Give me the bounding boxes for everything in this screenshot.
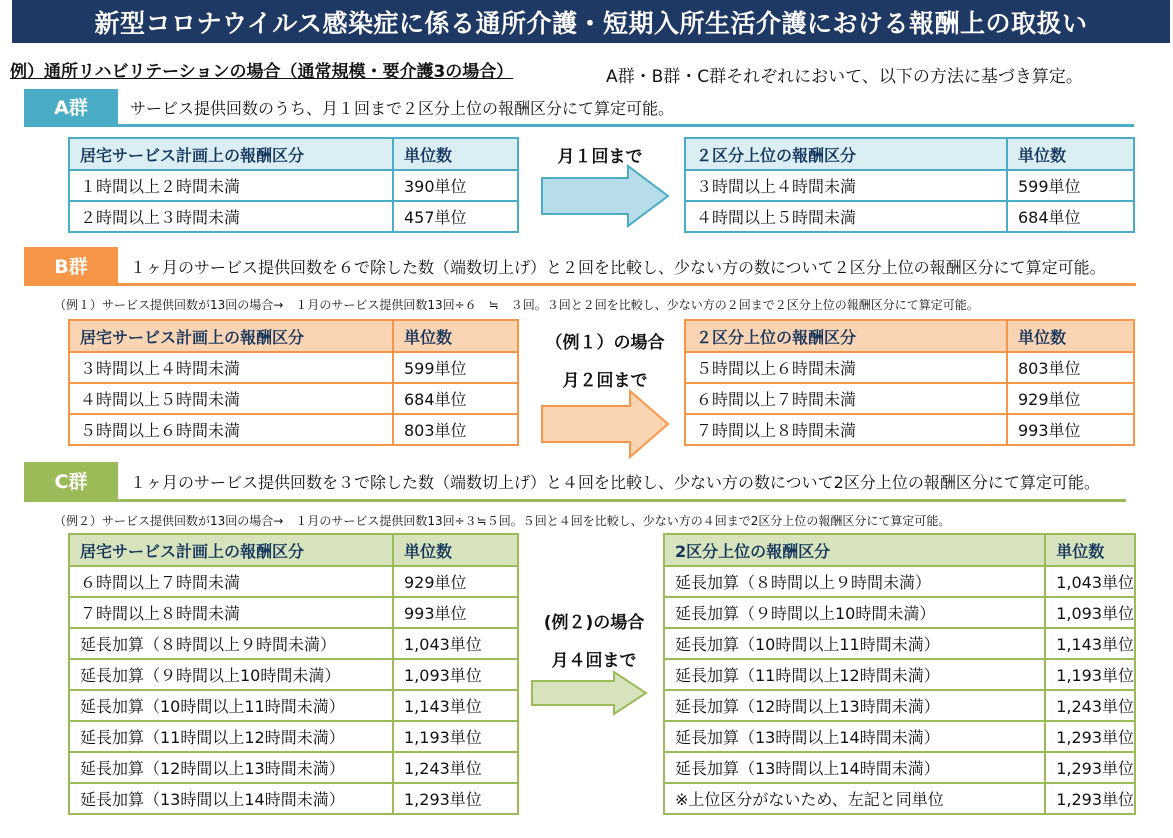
table-cell: 延長加算（13時間以上14時間未満） — [69, 783, 393, 814]
table-row — [685, 352, 1134, 383]
table-header-cell: ２区分上位の報酬区分 — [685, 320, 1007, 352]
group-b-arrow-label-1: （例１）の場合 — [545, 333, 665, 353]
table-header-cell: ２区分上位の報酬区分 — [685, 138, 1007, 170]
table-cell: 1,143単位 — [1045, 628, 1135, 659]
table-row — [685, 383, 1134, 414]
table-cell: 1,043単位 — [1045, 566, 1135, 597]
group-c-left-table — [68, 533, 519, 815]
table-header-cell: 単位数 — [393, 138, 518, 170]
table-cell: ４時間以上５時間未満 — [685, 201, 1007, 232]
table-row — [69, 414, 518, 445]
intro-text: A群・B群・C群それぞれにおいて、以下の方法に基づき算定。 — [606, 67, 1083, 87]
table-cell: ※上位区分がないため、左記と同単位 — [664, 783, 1045, 814]
right-arrow-icon — [540, 389, 670, 459]
group-c-note: （例２）サービス提供回数が13回の場合→ １月のサービス提供回数13回÷３≒５回。５回と４回を比較し、少ない方の４回まで2区分上位の報酬区分にて算定可能。 — [54, 514, 951, 528]
table-cell: 延長加算（12時間以上13時間未満） — [69, 752, 393, 783]
table-cell: 延長加算（９時間以上10時間未満） — [69, 659, 393, 690]
group-b-divider — [24, 283, 1136, 286]
table-cell: 1,143単位 — [393, 690, 518, 721]
group-c-right-table — [663, 533, 1136, 815]
table-cell: 延長加算（11時間以上12時間未満） — [69, 721, 393, 752]
table-header-cell: 単位数 — [1045, 534, 1135, 566]
table-cell: 延長加算（12時間以上13時間未満） — [664, 690, 1045, 721]
table-cell: 延長加算（13時間以上14時間未満） — [664, 721, 1045, 752]
table-cell: 延長加算（９時間以上10時間未満） — [664, 597, 1045, 628]
table-row — [69, 721, 518, 752]
group-b-right-table — [684, 319, 1135, 446]
table-header-cell: 居宅サービス計画上の報酬区分 — [69, 138, 393, 170]
group-b-description: １ヶ月のサービス提供回数を６で除した数（端数切上げ）と２回を比較し、少ない方の数について２区分上位の報酬区分にて算定可能。 — [130, 258, 1106, 277]
table-cell: ３時間以上４時間未満 — [69, 352, 393, 383]
table-row — [685, 201, 1134, 232]
table-header-cell: 単位数 — [393, 320, 518, 352]
table-row — [69, 783, 518, 814]
table-row — [69, 752, 518, 783]
group-a-right-table — [684, 137, 1135, 233]
table-cell: 929単位 — [393, 566, 518, 597]
table-cell: 1,193単位 — [393, 721, 518, 752]
table-header-cell: 居宅サービス計画上の報酬区分 — [69, 320, 393, 352]
group-b-left-table — [68, 319, 519, 446]
table-cell: 684単位 — [393, 383, 518, 414]
table-cell: 延長加算（11時間以上12時間未満） — [664, 659, 1045, 690]
table-row — [69, 201, 518, 232]
table-cell: 1,093単位 — [393, 659, 518, 690]
table-cell: 599単位 — [393, 352, 518, 383]
table-cell: 803単位 — [393, 414, 518, 445]
table-cell: 延長加算（13時間以上14時間未満） — [664, 752, 1045, 783]
table-cell: 1,093単位 — [1045, 597, 1135, 628]
table-header-row — [69, 138, 518, 170]
table-row — [69, 690, 518, 721]
page-title-banner — [12, 0, 1170, 43]
group-c-arrow-label-2: 月４回まで — [551, 651, 637, 671]
table-row — [664, 659, 1135, 690]
page-title: 新型コロナウイルス感染症に係る通所介護・短期入所生活介護における報酬上の取扱い — [94, 8, 1088, 38]
table-cell: ７時間以上８時間未満 — [685, 414, 1007, 445]
group-c-arrow-label-1: (例２)の場合 — [543, 613, 645, 633]
table-cell: 延長加算（10時間以上11時間未満） — [664, 628, 1045, 659]
table-cell: ３時間以上４時間未満 — [685, 170, 1007, 201]
table-row — [664, 783, 1135, 814]
table-cell: ２時間以上３時間未満 — [69, 201, 393, 232]
table-row — [664, 721, 1135, 752]
table-cell: 993単位 — [1007, 414, 1134, 445]
table-row — [69, 566, 518, 597]
group-a-divider — [24, 124, 1134, 127]
table-row — [69, 597, 518, 628]
table-cell: 延長加算（10時間以上11時間未満） — [69, 690, 393, 721]
table-header-cell: 居宅サービス計画上の報酬区分 — [69, 534, 393, 566]
table-row — [69, 628, 518, 659]
group-a-left-table — [68, 137, 519, 233]
table-row — [69, 352, 518, 383]
table-cell: 1,293単位 — [1045, 721, 1135, 752]
table-header-row — [69, 320, 518, 352]
table-cell: １時間以上２時間未満 — [69, 170, 393, 201]
table-cell: ７時間以上８時間未満 — [69, 597, 393, 628]
table-row — [685, 170, 1134, 201]
table-header-cell: 単位数 — [1007, 138, 1134, 170]
table-header-cell: 単位数 — [393, 534, 518, 566]
table-cell: 993単位 — [393, 597, 518, 628]
example-title: 例）通所リハビリテーションの場合（通常規模・要介護3の場合） — [10, 62, 514, 82]
right-arrow-icon — [530, 670, 648, 716]
table-cell: 1,293単位 — [1045, 783, 1135, 814]
table-cell: 684単位 — [1007, 201, 1134, 232]
table-cell: 延長加算（８時間以上９時間未満） — [664, 566, 1045, 597]
table-cell: 1,293単位 — [393, 783, 518, 814]
table-row — [685, 414, 1134, 445]
group-c-tag: C群 — [24, 462, 118, 499]
table-cell: 1,293単位 — [1045, 752, 1135, 783]
table-header-cell: 2区分上位の報酬区分 — [664, 534, 1045, 566]
table-cell: 延長加算（８時間以上９時間未満） — [69, 628, 393, 659]
table-cell: 390単位 — [393, 170, 518, 201]
table-header-cell: 単位数 — [1007, 320, 1134, 352]
group-c-description: １ヶ月のサービス提供回数を３で除した数（端数切上げ）と４回を比較し、少ない方の数について2区分上位の報酬区分にて算定可能。 — [130, 473, 1100, 492]
table-cell: ６時間以上７時間未満 — [69, 566, 393, 597]
table-cell: ５時間以上６時間未満 — [69, 414, 393, 445]
table-row — [664, 597, 1135, 628]
table-header-row — [69, 534, 518, 566]
table-cell: 1,043単位 — [393, 628, 518, 659]
group-b-tag: B群 — [24, 247, 118, 283]
table-cell: 457単位 — [393, 201, 518, 232]
table-row — [69, 383, 518, 414]
right-arrow-icon — [540, 164, 670, 228]
table-row — [69, 170, 518, 201]
table-row — [664, 628, 1135, 659]
group-b-arrow-label-2: 月２回まで — [562, 371, 648, 391]
group-b-note: （例１）サービス提供回数が13回の場合→ １月のサービス提供回数13回÷６ ≒ ３回。３回と２回を比較し、少ない方の２回まで２区分上位の報酬区分にて算定可能。 — [54, 298, 979, 312]
group-a-arrow-label: 月１回まで — [557, 147, 643, 167]
table-header-row — [664, 534, 1135, 566]
table-cell: ４時間以上５時間未満 — [69, 383, 393, 414]
table-cell: ５時間以上６時間未満 — [685, 352, 1007, 383]
group-a-description: サービス提供回数のうち、月１回まで２区分上位の報酬区分にて算定可能。 — [130, 99, 675, 118]
table-cell: ６時間以上７時間未満 — [685, 383, 1007, 414]
group-c-divider — [24, 499, 1126, 502]
table-cell: 599単位 — [1007, 170, 1134, 201]
table-row — [664, 752, 1135, 783]
group-a-tag: A群 — [24, 89, 118, 124]
table-cell: 929単位 — [1007, 383, 1134, 414]
table-cell: 803単位 — [1007, 352, 1134, 383]
table-header-row — [685, 320, 1134, 352]
table-cell: 1,193単位 — [1045, 659, 1135, 690]
table-row — [69, 659, 518, 690]
table-row — [664, 690, 1135, 721]
table-row — [664, 566, 1135, 597]
table-cell: 1,243単位 — [393, 752, 518, 783]
table-cell: 1,243単位 — [1045, 690, 1135, 721]
table-header-row — [685, 138, 1134, 170]
